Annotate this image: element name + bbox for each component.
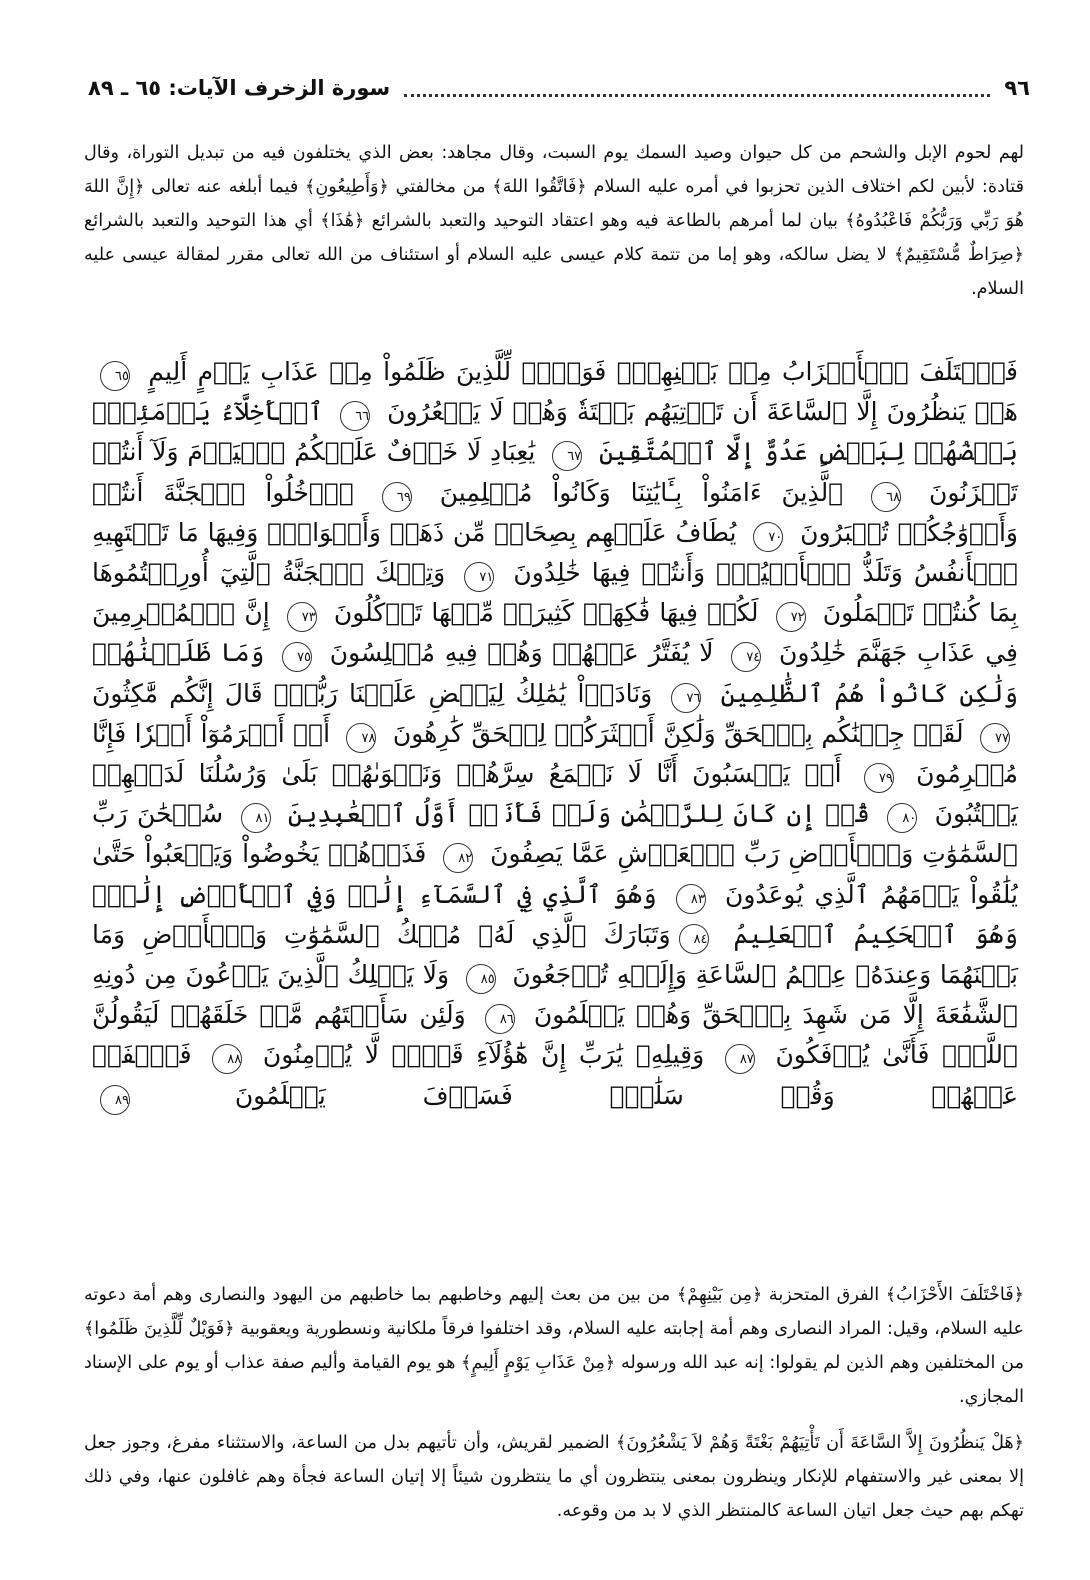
verse-text: وَتَبَارَكَ ٱلَّذِي لَهُۥ مُلۡكُ ٱلسَّمَٰوَٰتِ وَٱلۡأَرۡضِ وَمَا بَيۡنَهُمَا وَعِندَهُۥ عِلۡمُ ٱلسَّاعَةِ وَإِلَيۡهِ تُرۡجَعُونَ xyxy=(92,919,1019,990)
verse-text: وَتِلۡكَ ٱلۡجَنَّةُ ٱلَّتِيٓ أُورِثۡتُمُوهَا بِمَا كُنتُمۡ xyxy=(92,558,1018,628)
verse-text: يَحۡسَبُونَ أَنَّا لَا نَسۡمَعُ سِرَّهُمۡ وَنَجۡوَىٰهُمۚ بَلَىٰ وَرُسُلُنَا لَدَيۡهِمۡ يَكۡتُبُونَ xyxy=(92,759,1018,829)
verse-number-marker: ٨٩ xyxy=(100,1085,130,1115)
verse-text: فَذَرۡهُمۡ يَخُوضُواْ وَيَلۡعَبُواْ حَتَّىٰ xyxy=(92,839,436,869)
verse-text: يُطَافُ عَلَيۡهِم بِصِحَافٖ مِّن ذَهَبٖ وَأَكۡوَابٖۖ وَفِيهَا مَا xyxy=(168,517,746,547)
verse-number-marker: ٧٠ xyxy=(753,522,783,552)
verse-number-marker: ٦٩ xyxy=(382,482,412,512)
commentary-paragraph: لهم لحوم الإبل والشحم من كل حيوان وصيد السمك يوم السبت، وقال مجاهد: بعض الذي يختلفون فيه من تبديل التوراة، وقال قتادة: لأبين لكم اختلاف الذين تحزبوا في أمره عليه السلام ﴿فَاتَّقُوا اللهَ﴾ من مخالفتي ﴿وَأَطِيعُونِ﴾ فيما أبلغه عنه تعالى ﴿إِنَّ اللهَ هُوَ رَبِّي وَرَبُّكُمْ فَاعْبُدُوهُ﴾ بيان لما أمرهم بالطاعة فيه وهو اعتقاد التوحيد والتعبد بالشرائع ﴿هَٰذَا﴾ أي هذا التوحيد والتعبد بالشرائع ﴿صِرَاطٌ مُّسْتَقِيمٌ﴾ لا يضل سالكه، وهو إما من تتمة كلام عيسى عليه السلام أو استئناف من الله تعالى مقرر لمقالة عيسى عليه السلام. xyxy=(84,143,1024,299)
verse-text: قُلۡ إِن كَانَ لِلرَّحۡمَٰنِ وَلَدٞ فَأَنَا۠ أَوَّلُ xyxy=(405,799,880,829)
commentary-bottom xyxy=(84,1278,1024,1540)
verse-text: يُلَٰقُواْ يَوۡمَهُمُ ٱلَّذِي يُوعَدُونَ xyxy=(713,879,1018,909)
commentary-paragraph: ﴿هَلْ يَنظُرُونَ إِلاَّ السَّاعَةَ أَن تَأْتِيَهُمْ بَغْتَةً وَهُمْ لاَ يَشْعُرُونَ﴾ الضمير لقريش، وأن تأتيهم بدل من الساعة، والاستثناء مفرغ، وجوز جعل إلا بمعنى غير والاستفهام للإنكار وينظرون بمعنى ينتظرون أي ما ينتظرون شيئاً إلا إتيان الساعة فجأة وهم غافلون عنها، وفي ذلك تهكم بهم حيث جعل اتيان الساعة كالمنتظر الذي لا بد من وقوعه. xyxy=(84,1433,1024,1521)
verse-number-marker: ٧٥ xyxy=(282,642,312,672)
verse-text: ٱلۡأَخِلَّآءُ يَوۡمَئِذِۭ بَعۡضُهُمۡ لِبَعۡضٍ عَدُوٌّ إِلَّا ٱلۡمُتَّقِينَ xyxy=(92,397,1018,467)
verse-number-marker: ٧٨ xyxy=(346,723,376,753)
verse-number-marker: ٧٩ xyxy=(864,763,894,793)
verse-text: هَلۡ يَنظُرُونَ إِلَّا xyxy=(847,397,1018,427)
verse-text: وَقِيلِهِۦ يَٰرَبِّ إِنَّ هَٰٓؤُلَآءِ قَوۡمٞ لَّا يُؤۡمِنُونَ xyxy=(250,1040,717,1070)
verse-text: إِنَّكُم مَّٰكِثُونَ xyxy=(92,678,214,708)
verse-number-marker: ٦٧ xyxy=(552,441,582,471)
verse-number-marker: ٧١ xyxy=(464,562,494,592)
verse-number-marker: ٧٤ xyxy=(731,642,761,672)
verse-text: تَشۡتَهِيهِ ٱلۡأَنفُسُ وَتَلَذُّ ٱلۡأَعۡيُنُۖ وَأَنتُمۡ فِيهَا خَٰلِدُونَ xyxy=(92,517,1018,588)
verse-number-marker: ٨٠ xyxy=(887,803,917,833)
verse-text: إِنَّ ٱلۡمُجۡرِمِينَ فِي عَذَابِ جَهَنَّمَ خَٰلِدُونَ xyxy=(92,598,1018,668)
verses-flow xyxy=(92,352,1018,1116)
verse-number-marker: ٨٢ xyxy=(443,843,473,873)
verse-text: أَمۡ أَبۡرَمُوٓاْ أَمۡرٗا فَإِنَّا مُبۡرِمُونَ xyxy=(92,718,1018,789)
verse-text: سُبۡحَٰنَ رَبِّ ٱلسَّمَٰوَٰتِ وَٱلۡأَرۡضِ رَبِّ ٱلۡعَرۡشِ عَمَّا يَصِفُونَ xyxy=(92,799,1018,869)
verse-text: تَعۡمَلُونَ xyxy=(813,598,914,628)
commentary-top xyxy=(84,136,1024,306)
dotted-leader xyxy=(404,80,990,97)
surah-title: سورة الزخرف الآيات: ٦٥ ـ ٨٩ xyxy=(88,76,391,100)
verse-text: وَهُوَ ٱلَّذِي فِي ٱلسَّمَآءِ إِلَٰهٞ وَفِي ٱلۡأَرۡضِ إِلَٰهٞۚ وَهُوَ ٱلۡحَكِيمُ ٱلۡعَلِيمُ xyxy=(92,879,1019,949)
verse-text: وَلَا يَمۡلِكُ xyxy=(338,960,458,990)
verse-text: لَا يُفَتَّرُ xyxy=(638,638,724,668)
verse-text: ٱدۡخُلُواْ ٱلۡجَنَّةَ أَنتُمۡ وَأَزۡوَٰجُكُمۡ تُحۡبَرُونَ xyxy=(92,477,1018,547)
verse-text: وَمَا ظَلَمۡنَٰهُمۡ وَلَٰكِن كَانُواْ هُمُ ٱلظَّٰلِمِينَ xyxy=(92,638,1018,708)
verse-text: وَنَادَوۡاْ يَٰمَٰلِكُ لِيَقۡضِ عَلَيۡنَا رَبُّكَۖ قَالَ xyxy=(213,678,664,708)
commentary-paragraph: ﴿فَاخْتَلَفَ الأَحْزَابُ﴾ الفرق المتحزبة ﴿مِن بَيْنِهِمْ﴾ من بين من بعث إليهم وخاطبهم بما خاطبهم من اليهود والنصارى وهم أمة دعوته عليه السلام، وقيل: المراد النصارى وهم أمة إجابته عليه السلام، وقد اختلفوا فرقاً ملكانية ونسطورية ويعقوبية ﴿فَوَيْلٌ لِّلَّذِينَ ظَلَمُوا﴾ من المختلفين وهم الذين لم يقولوا: إنه عبد الله ورسوله ﴿مِنْ عَذَابِ يَوْمٍ أَلِيمٍ﴾ هو يوم القيامة وأليم صفة عذاب أو يوم على الإسناد المجازي. xyxy=(84,1285,1024,1407)
verse-text: ٱلۡعَٰبِدِينَ xyxy=(278,799,406,829)
verse-text: فَٱخۡتَلَفَ ٱلۡأَحۡزَابُ مِنۢ بَيۡنِهِمۡۖ فَوَيۡلٞ لِّلَّذِينَ ظَلَمُواْ مِنۡ عَذَابِ يَوۡمٍ أَلِيمٍ xyxy=(138,357,1018,386)
verse-text: فَٱصۡفَحۡ عَنۡهُمۡ وَقُلۡ سَلَٰمٞۚ فَسَوۡفَ يَعۡلَمُونَ xyxy=(92,1040,1018,1110)
verse-number-marker: ٨٣ xyxy=(676,884,706,914)
verse-number-marker: ٧٦ xyxy=(671,683,701,713)
verse-number-marker: ٨٨ xyxy=(212,1044,242,1074)
verse-number-marker: ٨٥ xyxy=(466,964,496,994)
verse-number-marker: ٦٥ xyxy=(100,361,130,391)
verse-number-marker: ٧٣ xyxy=(287,602,317,632)
verse-text: ٱلَّذِينَ ءَامَنُواْ بِـَٔايَٰتِنَا وَكَانُواْ مُسۡلِمِينَ xyxy=(419,477,864,507)
verse-number-marker: ٨١ xyxy=(241,803,271,833)
quran-verses-block xyxy=(92,352,1018,1116)
verse-text: عَنۡهُمۡ وَهُمۡ فِيهِ مُبۡلِسُونَ xyxy=(320,638,639,668)
verse-number-marker: ٨٦ xyxy=(485,1004,515,1034)
verse-text: ٱلسَّاعَةَ أَن تَأۡتِيَهُم بَغۡتَةٗ وَهُمۡ لَا يَشۡعُرُونَ xyxy=(378,397,848,427)
page-number: ٩٦ xyxy=(1004,76,1030,100)
verse-number-marker: ٦٦ xyxy=(340,401,370,431)
verse-text: أَمۡ xyxy=(790,759,856,789)
verse-number-marker: ٧٢ xyxy=(776,602,806,632)
verse-text: يَٰعِبَادِ لَا خَوۡفٌ عَلَيۡكُمُ ٱلۡيَوۡمَ وَلَآ أَنتُمۡ تَحۡزَنُونَ xyxy=(92,437,1019,507)
verse-text: ٱللَّهُۖ فَأَنَّىٰ يُؤۡفَكُونَ xyxy=(762,1040,1018,1070)
verse-number-marker: ٨٤ xyxy=(679,924,709,954)
verse-text: لَكُمۡ فِيهَا فَٰكِهَةٞ كَثِيرَةٞ مِّنۡهَا تَأۡكُلُونَ xyxy=(324,598,768,628)
page-header xyxy=(88,70,1030,106)
verse-text: ٱلَّذِينَ يَدۡعُونَ مِن دُونِهِ ٱلشَّفَٰعَةَ إِلَّا مَن شَهِدَ بِٱلۡحَقِّ وَهُمۡ يَعۡلَمُونَ xyxy=(92,960,1018,1030)
verse-text: لَقَدۡ جِئۡنَٰكُم بِٱلۡحَقِّ وَلَٰكِنَّ أَكۡثَرَكُمۡ لِلۡحَقِّ كَٰرِهُونَ xyxy=(384,718,972,748)
verse-text: وَلَئِن سَأَلۡتَهُم مَّنۡ خَلَقَهُمۡ لَيَقُولُنَّ xyxy=(92,1000,477,1030)
verse-number-marker: ٨٧ xyxy=(725,1044,755,1074)
verse-number-marker: ٧٧ xyxy=(980,723,1010,753)
verse-number-marker: ٦٨ xyxy=(871,482,901,512)
